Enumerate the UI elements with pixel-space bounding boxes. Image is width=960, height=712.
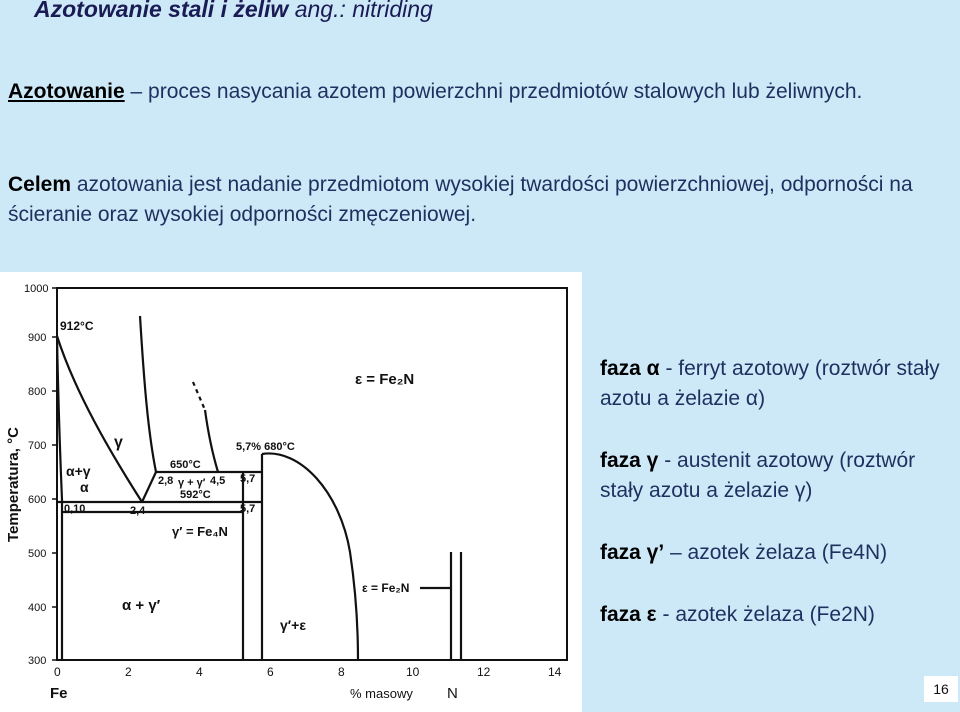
x-axis-unit: % masowy: [350, 686, 413, 701]
x-tick-14: 14: [548, 665, 562, 679]
y-tick-900: 900: [28, 332, 47, 344]
phase-descriptions: [600, 354, 958, 662]
definition-paragraph: [8, 77, 953, 107]
label-eutectoid-680: 5,7% 680°C: [236, 441, 295, 453]
y-tick-300: 300: [28, 655, 47, 667]
gamma-right-curve: [140, 316, 156, 472]
x-tick-10: 10: [406, 665, 420, 679]
phase-alpha-label: faza α: [600, 357, 660, 380]
label-5-7b: 5,7: [240, 503, 256, 515]
phase-gamma-prime-text: – azotek żelaza (Fe4N): [664, 541, 888, 564]
label-650: 650°C: [170, 459, 201, 471]
purpose-paragraph: [8, 170, 953, 230]
phase-gamma: [600, 446, 958, 506]
purpose-text: azotowania jest nadanie przedmiotom wysokiej twardości powierzchniowej, odporności na ścieranie oraz wysokiej odporności zmęczeniowej.: [8, 173, 913, 226]
x-tick-6: 6: [267, 665, 274, 679]
phase-gamma-text: - austenit azotowy (roztwór stały azotu a żelazie γ): [600, 449, 916, 502]
phase-gamma-label: faza γ: [600, 449, 659, 472]
label-alpha: α: [80, 479, 89, 495]
label-0-10: 0,10: [64, 503, 86, 515]
x-tick-4: 4: [196, 665, 203, 679]
phase-epsilon: [600, 600, 958, 630]
label-gamma-gamma-prime: γ + γ′: [178, 477, 206, 489]
label-alpha-gamma: α+γ: [66, 463, 91, 479]
x-tick-2: 2: [125, 665, 132, 679]
label-gamma: γ: [114, 434, 123, 451]
y-tick-400: 400: [28, 602, 47, 614]
label-2-8: 2,8: [158, 475, 174, 487]
slide-title: [34, 0, 433, 23]
y-tick-1000: 1000: [24, 283, 49, 295]
phase-boundaries: [57, 316, 461, 660]
phase-gamma-prime: [600, 538, 958, 568]
phase-gamma-prime-label: faza γ’: [600, 541, 665, 564]
label-epsilon-top: ε = Fe₂N: [355, 371, 415, 388]
y-tick-500: 500: [28, 548, 47, 560]
slide-title-english: ang.: nitriding: [294, 0, 433, 22]
label-912: 912°C: [60, 319, 94, 333]
label-5-7a: 5,7: [240, 473, 256, 485]
x-tick-12: 12: [477, 665, 491, 679]
phase-diagram-svg: [0, 272, 582, 712]
gamma-v-right: [205, 410, 218, 472]
label-592: 592°C: [180, 489, 211, 501]
phase-alpha-text: - ferryt azotowy (roztwór stały azotu a żelazie α): [600, 357, 940, 410]
phase-alpha: [600, 354, 958, 414]
x-tick-8: 8: [338, 665, 345, 679]
label-4-5: 4,5: [210, 475, 226, 487]
label-gamma-prime-fe4n: γ′ = Fe₄N: [172, 524, 228, 539]
slide-title-main: Azotowanie stali i żeliw: [34, 0, 289, 22]
gamma-v-left: [142, 472, 156, 502]
phase-epsilon-label: faza ε: [600, 603, 657, 626]
fe-n-phase-diagram: [0, 272, 582, 712]
epsilon-dome: [262, 453, 358, 660]
phase-epsilon-text: - azotek żelaza (Fe2N): [656, 603, 875, 626]
x-origin-fe: Fe: [50, 685, 68, 702]
label-gamma-prime-epsilon: γ′+ε: [280, 617, 306, 633]
y-tick-800: 800: [28, 386, 47, 398]
definition-text: – proces nasycania azotem powierzchni przedmiotów stalowych lub żeliwnych.: [124, 80, 863, 103]
definition-term: Azotowanie: [8, 80, 125, 103]
x-axis-element: N: [447, 685, 458, 702]
label-2-4: 2,4: [130, 505, 146, 517]
dashed-boundary: [193, 382, 205, 410]
purpose-term: Celem: [8, 173, 72, 196]
y-axis-label: Temperatura, °C: [5, 427, 22, 542]
label-alpha-gamma-prime: α + γ′: [122, 597, 161, 614]
y-tick-600: 600: [28, 494, 47, 506]
page-number: 16: [924, 676, 958, 702]
label-epsilon-fe2n: ε = Fe₂N: [362, 581, 410, 595]
y-tick-700: 700: [28, 440, 47, 452]
x-tick-0: 0: [54, 665, 61, 679]
